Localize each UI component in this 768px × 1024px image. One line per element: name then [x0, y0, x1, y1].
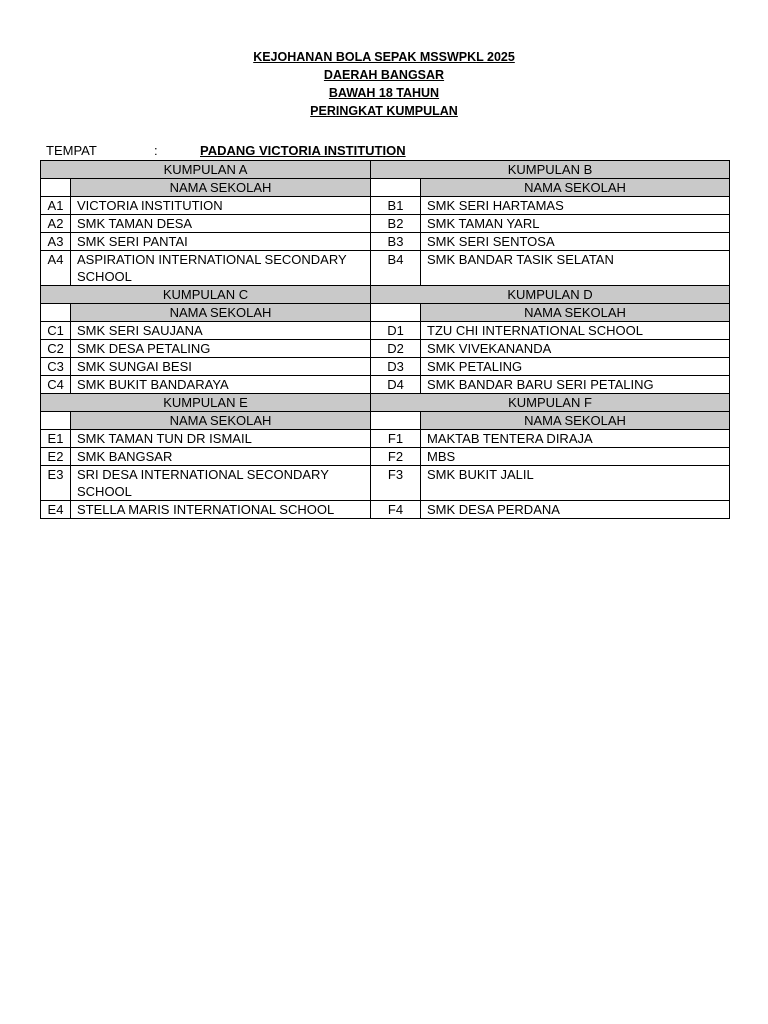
team-school: SMK DESA PERDANA: [421, 501, 730, 519]
table-row: [41, 448, 730, 466]
venue-colon: :: [154, 143, 158, 158]
team-school: VICTORIA INSTITUTION: [71, 197, 371, 215]
table-row: [41, 251, 730, 286]
group-header-row: [41, 161, 730, 179]
team-school: SMK VIVEKANANDA: [421, 340, 730, 358]
table-row: [41, 233, 730, 251]
table-row: [41, 215, 730, 233]
team-code: C4: [41, 376, 71, 394]
team-code: A4: [41, 251, 71, 286]
team-code: A1: [41, 197, 71, 215]
title-line-3: BAWAH 18 TAHUN: [328, 86, 440, 100]
subheader-row: [41, 179, 730, 197]
table-row: [41, 466, 730, 501]
team-code: B4: [371, 251, 421, 286]
team-school: STELLA MARIS INTERNATIONAL SCHOOL: [71, 501, 371, 519]
subheader-school-b: NAMA SEKOLAH: [421, 179, 730, 197]
team-code: F1: [371, 430, 421, 448]
team-code: D1: [371, 322, 421, 340]
team-code: F3: [371, 466, 421, 501]
subheader-blank-cell: [41, 179, 71, 197]
team-school: MBS: [421, 448, 730, 466]
subheader-blank-cell: [371, 304, 421, 322]
team-school: SMK BANDAR BARU SERI PETALING: [421, 376, 730, 394]
group-name-a: KUMPULAN A: [41, 161, 371, 179]
group-table: [40, 160, 730, 519]
team-school: SMK DESA PETALING: [71, 340, 371, 358]
team-code: D2: [371, 340, 421, 358]
venue-value: PADANG VICTORIA INSTITUTION: [200, 143, 406, 158]
subheader-row: [41, 412, 730, 430]
team-school: SMK SERI SENTOSA: [421, 233, 730, 251]
subheader-blank-cell: [371, 412, 421, 430]
table-row: [41, 358, 730, 376]
team-school: TZU CHI INTERNATIONAL SCHOOL: [421, 322, 730, 340]
team-school: SMK SERI HARTAMAS: [421, 197, 730, 215]
team-school: MAKTAB TENTERA DIRAJA: [421, 430, 730, 448]
team-school: SMK BUKIT BANDARAYA: [71, 376, 371, 394]
team-school: ASPIRATION INTERNATIONAL SECONDARY SCHOOL: [71, 251, 371, 286]
table-row: [41, 322, 730, 340]
subheader-school-a: NAMA SEKOLAH: [71, 179, 371, 197]
table-row: [41, 197, 730, 215]
team-code: E3: [41, 466, 71, 501]
team-school: SMK TAMAN TUN DR ISMAIL: [71, 430, 371, 448]
team-school: SMK BANGSAR: [71, 448, 371, 466]
team-code: F4: [371, 501, 421, 519]
subheader-school-e: NAMA SEKOLAH: [71, 412, 371, 430]
title-line-4: PERINGKAT KUMPULAN: [310, 104, 458, 118]
team-code: C1: [41, 322, 71, 340]
subheader-school-d: NAMA SEKOLAH: [421, 304, 730, 322]
venue-label: TEMPAT: [46, 143, 97, 158]
team-code: B3: [371, 233, 421, 251]
team-school: SMK BUKIT JALIL: [421, 466, 730, 501]
title-line-2: DAERAH BANGSAR: [323, 68, 445, 82]
group-name-f: KUMPULAN F: [371, 394, 730, 412]
group-name-d: KUMPULAN D: [371, 286, 730, 304]
team-school: SMK SERI SAUJANA: [71, 322, 371, 340]
team-school: SMK TAMAN YARL: [421, 215, 730, 233]
team-school: SMK TAMAN DESA: [71, 215, 371, 233]
title-line-1: KEJOHANAN BOLA SEPAK MSSWPKL 2025: [253, 50, 515, 64]
team-code: E2: [41, 448, 71, 466]
team-code: E4: [41, 501, 71, 519]
subheader-blank-cell: [41, 304, 71, 322]
team-code: E1: [41, 430, 71, 448]
team-code: A3: [41, 233, 71, 251]
subheader-blank-cell: [41, 412, 71, 430]
team-code: D3: [371, 358, 421, 376]
group-table-body: [41, 161, 730, 519]
venue-line: [46, 142, 406, 160]
table-row: [41, 501, 730, 519]
team-code: C2: [41, 340, 71, 358]
subheader-blank-cell: [371, 179, 421, 197]
team-code: A2: [41, 215, 71, 233]
subheader-school-c: NAMA SEKOLAH: [71, 304, 371, 322]
team-school: SRI DESA INTERNATIONAL SECONDARY SCHOOL: [71, 466, 371, 501]
team-code: C3: [41, 358, 71, 376]
team-code: B1: [371, 197, 421, 215]
table-row: [41, 430, 730, 448]
group-name-e: KUMPULAN E: [41, 394, 371, 412]
team-school: SMK PETALING: [421, 358, 730, 376]
subheader-row: [41, 304, 730, 322]
group-header-row: [41, 286, 730, 304]
team-code: F2: [371, 448, 421, 466]
team-code: D4: [371, 376, 421, 394]
document-title: [0, 48, 768, 120]
table-row: [41, 340, 730, 358]
subheader-school-f: NAMA SEKOLAH: [421, 412, 730, 430]
group-name-b: KUMPULAN B: [371, 161, 730, 179]
table-row: [41, 376, 730, 394]
team-school: SMK SERI PANTAI: [71, 233, 371, 251]
group-name-c: KUMPULAN C: [41, 286, 371, 304]
team-school: SMK BANDAR TASIK SELATAN: [421, 251, 730, 286]
team-code: B2: [371, 215, 421, 233]
team-school: SMK SUNGAI BESI: [71, 358, 371, 376]
group-header-row: [41, 394, 730, 412]
